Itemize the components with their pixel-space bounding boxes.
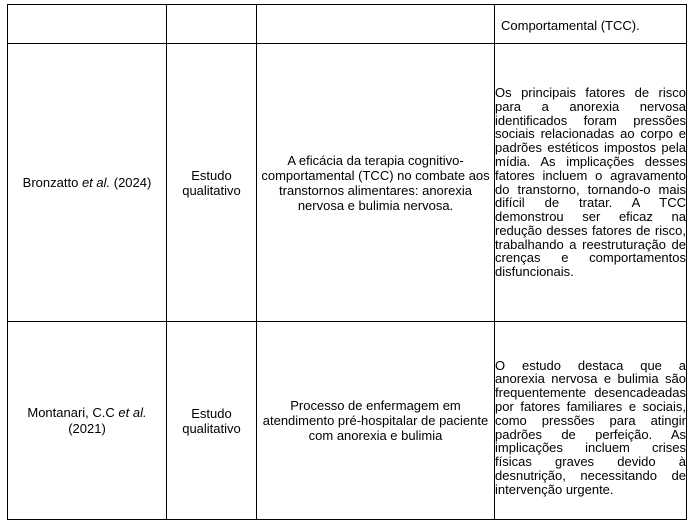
author-year: (2021) <box>68 420 106 436</box>
study-type-cell <box>167 5 257 44</box>
author-name: Montanari, C.C <box>27 404 115 420</box>
table-row <box>8 322 687 520</box>
author-cell <box>8 322 167 520</box>
title-cell: A eficácia da terapia cognitivo-comportamental (TCC) no combate aos transtornos alimentares: anorexia nervosa e bulimia nervosa. <box>257 44 495 322</box>
results-cell: Os principais fatores de risco para a anorexia nervosa identificados foram pressões sociais relacionadas ao corpo e padrões estéticos impostos pela mídia. As implicações desses fatores incluem o agravamento do transtorno, tornando-o mais difícil de tratar. A TCC demonstrou ser eficaz na redução desses fatores de risco, trabalhando a reestruturação de crenças e comportamentos disfuncionais. <box>495 44 687 322</box>
title-cell <box>257 5 495 44</box>
author-name: Bronzatto <box>22 174 79 190</box>
results-cell: Comportamental (TCC). <box>495 5 687 44</box>
literature-table <box>7 4 687 520</box>
author-cell <box>8 5 167 44</box>
table-row <box>8 5 687 44</box>
table-row <box>8 44 687 322</box>
study-type-cell: Estudo qualitativo <box>167 44 257 322</box>
author-cell <box>8 44 167 322</box>
title-cell: Processo de enfermagem em atendimento pré-hospitalar de paciente com anorexia e bulimia <box>257 322 495 520</box>
study-type-cell: Estudo qualitativo <box>167 322 257 520</box>
author-year: (2024) <box>113 174 152 190</box>
author-etal: et al. <box>81 174 111 190</box>
results-cell: O estudo destaca que a anorexia nervosa e bulimia são frequentemente desencadeadas por fatores familiares e sociais, como pressões para atingir padrões de perfeição. As implicações incluem crises físicas graves devido à desnutrição, necessitando de intervenção urgente. <box>495 322 687 520</box>
author-etal: et al. <box>118 404 147 420</box>
